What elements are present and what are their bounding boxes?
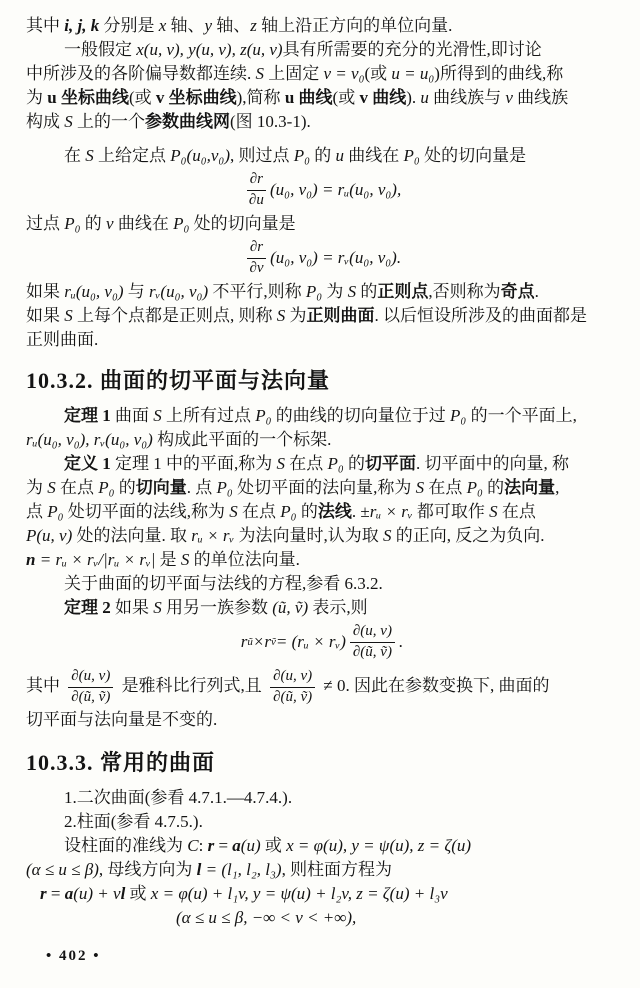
para4-line1: 过点 P₀ 的 v 曲线在 P₀ 处的切向量是 [26,214,296,233]
para2-line1: 一般假定 x(u, v), y(u, v), z(u, v)具有所需要的充分的光滑性,即讨论 [64,40,542,59]
para5-line1: 如果 rᵤ(u₀, v₀) 与 rᵥ(u₀, v₀) 不平行,则称 P₀ 为 S 的正则点,否则称为奇点. [26,282,539,301]
fraction: $\frac{\partial r}{\partial u}$ [247,171,266,209]
thm1-line2: rᵤ(u₀, v₀), rᵥ(u₀, v₀) 构成此平面的一个标架. [26,430,332,449]
def1-line4: P(u, v) 处的法向量. 取 rᵤ × rᵥ 为法向量时,认为取 S 的正向, 反之为负向. [26,526,545,545]
page-content [26,14,618,930]
cyl-line2: (α ≤ u ≤ β), 母线方向为 l = (l₁, l₂, l₃), 则柱面方程为 [26,860,393,879]
jacobian-note-2: 切平面与法向量是不变的. [26,710,218,729]
formula-tangent-v: $\frac{\partial r}{\partial v}$ (u₀, v₀) = rᵥ(u₀, v₀). [26,236,618,280]
heading-10-3-2: 10.3.2. 曲面的切平面与法向量 [26,368,331,393]
formula-jacobian: r ũ × r ṽ = (rᵤ × rᵥ) $\frac{\partial(u, v)}{\text{∂(ũ, ṽ)}}$ . [240,623,404,660]
fraction: $\frac{\partial(u, v)}{\text{∂(ũ, ṽ)}}$ [68,668,113,706]
para2-line4: 构成 S 上的一个参数曲线网(图 10.3-1). [26,112,311,131]
para5-line3: 正则曲面. [26,330,99,349]
item-cylinder: 2.柱面(参看 4.7.5.). [64,812,203,831]
formula-tangent-u: $\frac{\partial r}{\partial u}$ (u₀, v₀) = rᵤ(u₀, v₀), [26,168,618,212]
cyl-line4: (α ≤ u ≤ β, −∞ < v < +∞), [176,908,357,927]
ref-6-3-2: 关于曲面的切平面与法线的方程,参看 6.3.2. [64,574,383,593]
para1-line1: 其中 i, j, k 分别是 x 轴、y 轴、z 轴上沿正方向的单位向量. [26,16,453,35]
para2-line2: 中所涉及的各阶偏导数都连续. S 上固定 v = v₀(或 u = u₀)所得到的曲线,称 [26,64,564,83]
def1-line5: n = rᵤ × rᵥ/|rᵤ × rᵥ| 是 S 的单位法向量. [26,550,300,569]
para3-line1: 在 S 上给定点 P₀(u₀,v₀), 则过点 P₀ 的 u 曲线在 P₀ 处的切向量是 [64,146,527,165]
para5-line2: 如果 S 上每个点都是正则点, 则称 S 为正则曲面. 以后恒设所涉及的曲面都是 [26,306,587,325]
thm1-line1: 定理 1 曲面 S 上所有过点 P₀ 的曲线的切向量位于过 P₀ 的一个平面上, [64,406,577,425]
fraction: $\frac{\partial(u, v)}{\text{∂(ũ, ṽ)}}$ [350,623,395,661]
heading-10-3-3: 10.3.3. 常用的曲面 [26,750,216,775]
cyl-line1: 设柱面的准线为 C: r = a(u) 或 x = φ(u), y = ψ(u), z = ζ(u) [64,836,472,855]
thm2-line1: 定理 2 如果 S 用另一族参数 (ũ, ṽ) 表示,则 [64,598,368,617]
def1-line2: 为 S 在点 P₀ 的切向量. 点 P₀ 处切平面的法向量,称为 S 在点 P₀ 的法向量, [26,478,560,497]
cyl-line3: r = a(u) + vl 或 x = φ(u) + l₁v, y = ψ(u) + l₂v, z = ζ(u) + l₃v [40,884,448,903]
item-quadric: 1.二次曲面(参看 4.7.1.—4.7.4.). [64,788,293,807]
def1-line1: 定义 1 定理 1 中的平面,称为 S 在点 P₀ 的切平面. 切平面中的向量, 称 [64,454,570,473]
fraction: $\frac{\partial(u, v)}{\text{∂(ũ, ṽ)}}$ [270,668,315,706]
page-number: • 402 • [46,948,101,964]
def1-line3: 点 P₀ 处切平面的法线,称为 S 在点 P₀ 的法线. ±rᵤ × rᵥ 都可取作 S 在点 [26,502,536,521]
fraction: $\frac{\partial r}{\partial v}$ [247,239,266,277]
para2-line3: 为 u 坐标曲线(或 v 坐标曲线),简称 u 曲线(或 v 曲线). u 曲线族与 v 曲线族 [26,88,569,107]
jacobian-note-1: 其中 $\frac{\partial(u, v)}{\text{∂(ũ, ṽ)}}$ 是雅科比行列式,且 $\frac{\partial(u, v)}{\text{∂(ũ, ṽ)}}$ ≠ 0. 因此在参数变换下, 曲面的 [26,668,550,705]
